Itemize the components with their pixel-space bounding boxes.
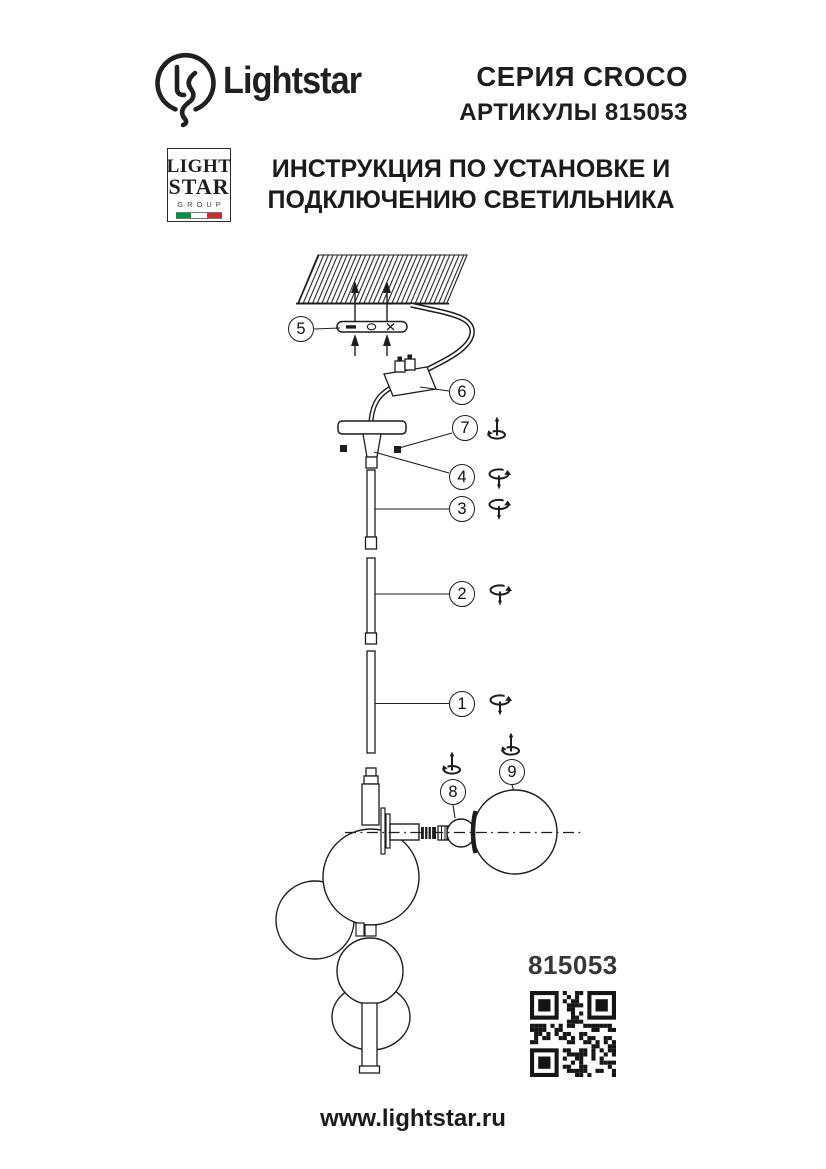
group-logo-star: STAR	[168, 174, 230, 199]
series-articles: АРТИКУЛЫ 815053	[459, 99, 688, 126]
ceiling-hatch	[296, 255, 467, 304]
callout-1: 1	[449, 691, 475, 717]
glass-spheres	[276, 829, 419, 1073]
instruction-title-line2: ПОДКЛЮЧЕНИЮ СВЕТИЛЬНИКА	[267, 186, 675, 214]
terminal-block	[384, 355, 436, 397]
rotate-screw-icon	[491, 584, 513, 605]
group-logo-light: LIGHT	[166, 156, 232, 177]
callout-5: 5	[288, 316, 314, 342]
callout-6: 6	[449, 379, 475, 405]
callout-leader-lines	[314, 328, 514, 818]
series-title: СЕРИЯ CROCO	[476, 61, 688, 92]
callout-9: 9	[499, 759, 525, 785]
globe-opening	[473, 811, 476, 853]
rotate-axis-icon	[442, 752, 460, 774]
callout-3: 3	[449, 496, 475, 522]
rotate-axis-icon	[501, 733, 519, 755]
callout-4: 4	[449, 464, 475, 490]
instruction-title-line1: ИНСТРУКЦИЯ ПО УСТАНОВКЕ И	[271, 155, 671, 183]
mounting-bracket	[337, 322, 407, 333]
rotate-screw-icon	[490, 468, 512, 489]
website-url: www.lightstar.ru	[320, 1105, 506, 1132]
rotate-screw-icon	[491, 694, 513, 715]
callout-8: 8	[440, 779, 466, 805]
ceiling-canopy	[338, 421, 406, 468]
qr-code	[530, 991, 616, 1077]
group-logo-group: GROUP	[177, 200, 225, 209]
rod-segments	[362, 470, 379, 825]
rotate-screw-icon	[490, 499, 512, 520]
brand-wordmark: Lightstar	[223, 60, 362, 102]
rotate-axis-icon	[487, 417, 505, 439]
product-code: 815053	[528, 950, 618, 980]
callout-2: 2	[449, 581, 475, 607]
callout-7: 7	[452, 415, 478, 441]
